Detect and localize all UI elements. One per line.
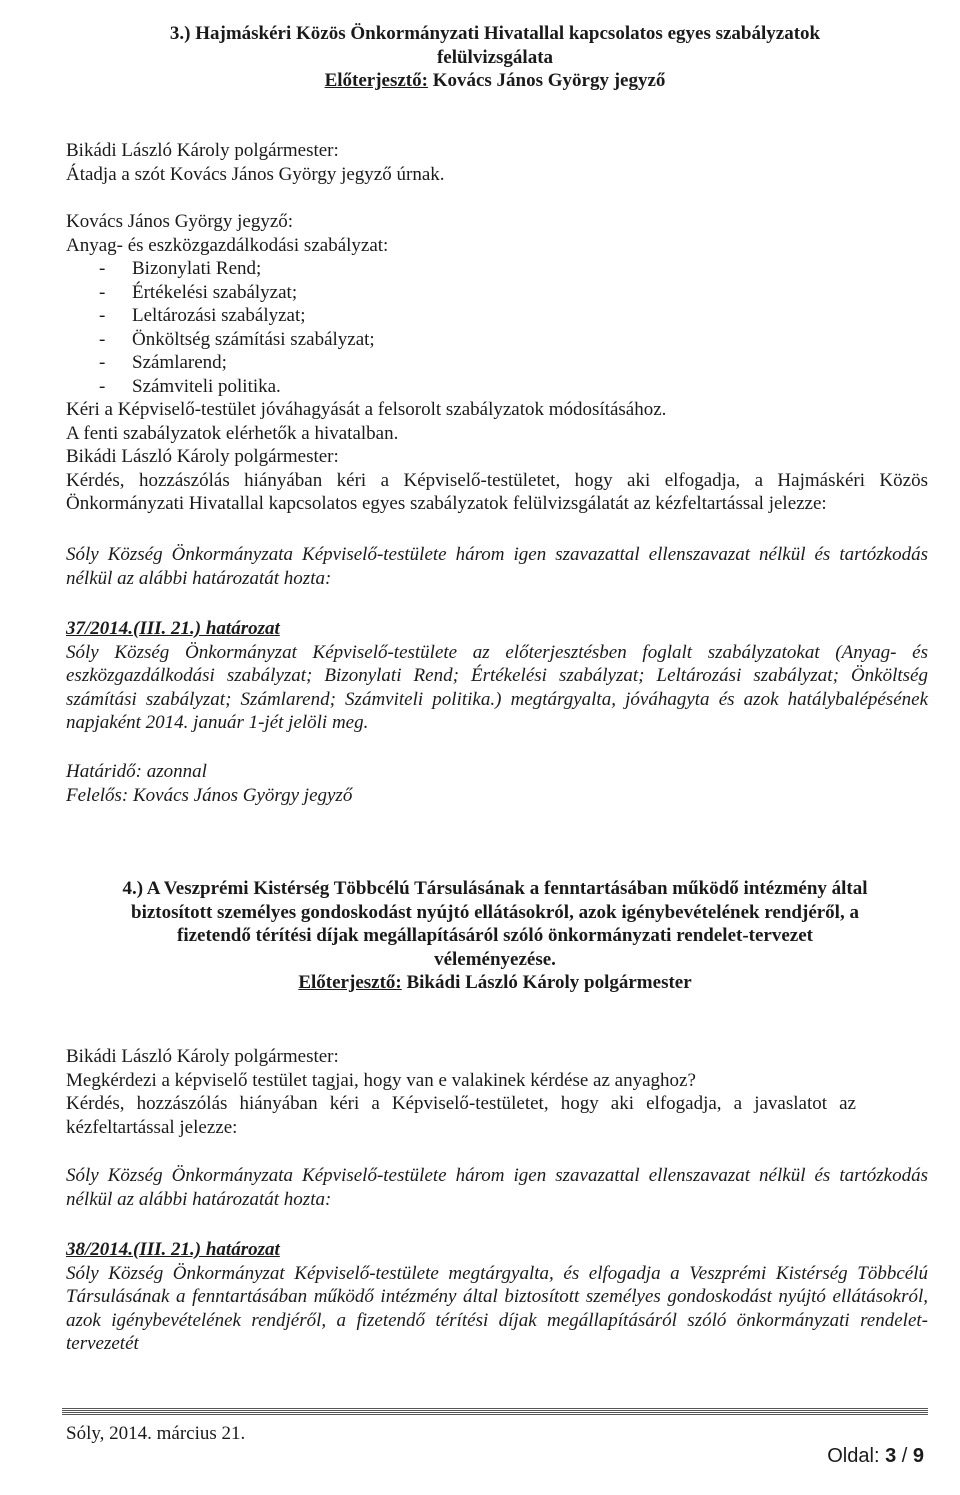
text-line: A fenti szabályzatok elérhetők a hivatalban.: [66, 422, 399, 444]
paragraph: Kérdés, hozzászólás hiányában kéri a Képviselő-testületet, hogy aki elfogadja, a Hajmáskéri Közös Önkormányzati Hivatallal kapcsolatos egyes szabályzatok felülvizsgálatát az kézfeltartással jelezze:: [66, 469, 928, 514]
presenter-name: Bikádi László Károly polgármester: [406, 972, 692, 993]
footer-place-date: Sóly, 2014. március 21.: [66, 1423, 246, 1444]
page-label: Oldal:: [827, 1445, 880, 1467]
responsible: Felelős: Kovács János György jegyző: [66, 784, 353, 806]
section4-vote: Sóly Község Önkormányzata Képviselő-testülete három igen szavazattal ellenszavazat nélkül és tartózkodás nélkül az alábbi határozatát hozta:: [66, 1165, 928, 1210]
speaker-line: Bikádi László Károly polgármester:: [66, 140, 339, 161]
section3-notary-block: [66, 210, 928, 516]
section4-title-line: véleményezése.: [434, 948, 556, 970]
text-line: Átadja a szót Kovács János György jegyző úrnak.: [66, 163, 445, 185]
section4-title-line: 4.) A Veszprémi Kistérség Többcélú Társulásának a fenntartásában működő intézmény által: [122, 878, 868, 899]
resolution-number: 38/2014.(III. 21.) határozat: [66, 1239, 280, 1260]
page-total: 9: [912, 1445, 924, 1467]
footer-rule: [62, 1408, 928, 1415]
section4-presenter: [62, 971, 928, 995]
speaker-line: Bikádi László Károly polgármester:: [66, 446, 339, 467]
section3-resolution: [66, 617, 928, 735]
resolution-number: 37/2014.(III. 21.) határozat: [66, 618, 280, 639]
list-item: - Értékelési szabályzat;: [99, 281, 298, 303]
page-current: 3: [885, 1445, 897, 1467]
list-item: - Önköltség számítási szabályzat;: [99, 328, 375, 350]
paragraph: Kérdés, hozzászólás hiányában kéri a Képviselő-testületet, hogy aki elfogadja, a javaslatot az kézfeltartással jelezze:: [66, 1093, 856, 1138]
section3-intro: [66, 139, 928, 186]
section3-presenter: [62, 69, 928, 93]
resolution-text: Sóly Község Önkormányzat Képviselő-testülete az előterjesztésben foglalt szabályzatokat (Anyag- és eszközgazdálkodási szabályzat; Bizonylati Rend; Értékelési szabályzat; Leltározási szabályzat; Önköltség számítási szabályzat; Számlarend; Számviteli politika.) megtárgyalta, jóváhagyta és azok hatálybalépésének napjaként 2014. január 1-jét jelöli meg.: [66, 641, 928, 733]
section4-title-line: fizetendő térítési díjak megállapításáról szóló önkormányzati rendelet-tervezet: [177, 925, 813, 946]
presenter-name: Kovács János György jegyző: [432, 70, 666, 91]
presenter-label: Előterjesztő:: [324, 70, 428, 91]
resolution-text: Sóly Község Önkormányzat Képviselő-testülete megtárgyalta, és elfogadja a Veszprémi Kistérség Többcélú Társulásának a fenntartásában működő intézmény által biztosított személyes gondoskodást nyújtó ellátásokról, azok igénybevételének rendjéről, a fizetendő térítési díjak megállapításáról szóló önkormányzati rendelet-tervezetét: [66, 1262, 928, 1354]
list-item: - Bizonylati Rend;: [99, 258, 262, 279]
list-item: - Számviteli politika.: [99, 375, 281, 397]
section3-title: [62, 22, 928, 93]
page-number: [827, 1445, 924, 1469]
text-line: Kéri a Képviselő-testület jóváhagyását a felsorolt szabályzatok módosításához.: [66, 399, 667, 420]
section4-intro: [66, 1045, 928, 1139]
section3-title-line: 3.) Hajmáskéri Közös Önkormányzati Hivatallal kapcsolatos egyes szabályzatok: [169, 23, 821, 44]
list-item: - Leltározási szabályzat;: [99, 305, 306, 326]
page-separator: /: [901, 1445, 908, 1467]
section4-title: [62, 877, 928, 995]
deadline: Határidő: azonnal: [66, 761, 207, 782]
speaker-line: Bikádi László Károly polgármester:: [66, 1046, 339, 1067]
section3-deadline-block: [66, 760, 928, 807]
text-line: Anyag- és eszközgazdálkodási szabályzat:: [66, 234, 389, 256]
section4-title-line: biztosított személyes gondoskodást nyújtó ellátásokról, azok igénybevételének rendjéről, a: [131, 901, 859, 923]
speaker-line: Kovács János György jegyző:: [66, 211, 294, 232]
section4-resolution: [66, 1238, 928, 1356]
text-line: Megkérdezi a képviselő testület tagjai, hogy van e valakinek kérdése az anyaghoz?: [66, 1069, 696, 1091]
section3-vote: Sóly Község Önkormányzata Képviselő-testülete három igen szavazattal ellenszavazat nélkül és tartózkodás nélkül az alábbi határozatát hozta:: [66, 544, 928, 589]
section3-title-line: felülvizsgálata: [436, 46, 554, 68]
presenter-label: Előterjesztő:: [298, 972, 402, 993]
list-item: - Számlarend;: [99, 352, 227, 373]
